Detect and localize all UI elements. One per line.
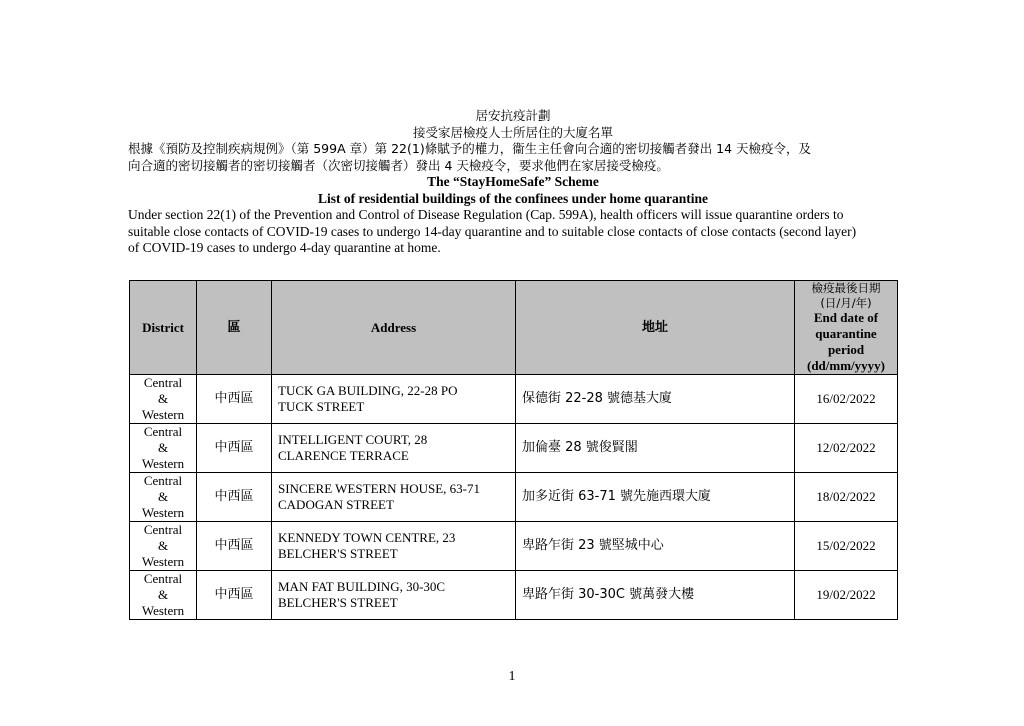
address-line-2: TUCK STREET — [278, 399, 365, 414]
district-zh-cell: 中西區 — [197, 424, 272, 473]
district-line-3: Western — [141, 407, 185, 422]
table-row — [130, 571, 898, 620]
district-line-3: Western — [141, 505, 185, 520]
end-date-en-line-3: period — [827, 342, 865, 357]
district-line-2: & — [157, 440, 169, 455]
table-row — [130, 522, 898, 571]
address-line-2: CLARENCE TERRACE — [278, 448, 409, 463]
district-line-2: & — [157, 489, 169, 504]
address-line-2: BELCHER'S STREET — [278, 546, 398, 561]
district-cell — [130, 473, 197, 522]
en-title-scheme: The “StayHomeSafe” Scheme — [427, 174, 599, 189]
en-paragraph-line-1: Under section 22(1) of the Prevention and Control of Disease Regulation (Cap. 599A), health officers will issue quarantine orders to — [128, 207, 844, 222]
column-header-district-zh: 區 — [197, 281, 272, 375]
zh-title-scheme: 居安抗疫計劃 — [475, 108, 551, 123]
end-date-zh-line-2: (日/月/年) — [820, 295, 872, 310]
table-row — [130, 473, 898, 522]
page-number: 1 — [508, 669, 516, 684]
address-zh-cell: 卑路乍街 30-30C 號萬發大樓 — [516, 571, 795, 620]
address-line-1: TUCK GA BUILDING, 22-28 PO — [278, 383, 458, 398]
address-cell — [272, 571, 516, 620]
column-header-address: Address — [272, 281, 516, 375]
en-paragraph-line-3: of COVID-19 cases to undergo 4-day quarantine at home. — [128, 240, 441, 255]
end-date-cell: 19/02/2022 — [795, 571, 898, 620]
district-line-2: & — [157, 587, 169, 602]
zh-paragraph-line-2: 向合適的密切接觸者的密切接觸者（次密切接觸者）發出 4 天檢疫令，要求他們在家居接受檢疫。 — [128, 157, 669, 173]
district-zh-cell: 中西區 — [197, 571, 272, 620]
end-date-cell: 16/02/2022 — [795, 375, 898, 424]
end-date-en-line-4: (dd/mm/yyyy) — [807, 358, 885, 373]
address-line-1: INTELLIGENT COURT, 28 — [278, 432, 428, 447]
district-line-3: Western — [141, 554, 185, 569]
address-line-1: KENNEDY TOWN CENTRE, 23 — [278, 530, 456, 545]
district-cell — [130, 375, 197, 424]
district-line-1: Central — [143, 571, 183, 586]
district-zh-cell: 中西區 — [197, 522, 272, 571]
address-cell — [272, 375, 516, 424]
table-row — [130, 424, 898, 473]
district-line-1: Central — [143, 375, 183, 390]
column-header-end-date — [795, 281, 898, 375]
address-line-2: CADOGAN STREET — [278, 497, 394, 512]
address-zh-cell: 加多近街 63-71 號先施西環大廈 — [516, 473, 795, 522]
district-zh-cell: 中西區 — [197, 375, 272, 424]
address-zh-cell: 加倫臺 28 號俊賢閣 — [516, 424, 795, 473]
end-date-en-line-1: End date of — [813, 310, 879, 325]
district-cell — [130, 522, 197, 571]
en-title-list: List of residential buildings of the confinees under home quarantine — [318, 190, 708, 206]
district-line-3: Western — [141, 603, 185, 618]
end-date-zh-line-1: 檢疫最後日期 — [811, 281, 881, 295]
district-line-1: Central — [143, 473, 183, 488]
end-date-en-line-2: quarantine — [815, 326, 877, 341]
table-header-row — [130, 281, 898, 375]
district-cell — [130, 571, 197, 620]
address-cell — [272, 522, 516, 571]
district-line-1: Central — [143, 522, 183, 537]
end-date-cell: 12/02/2022 — [795, 424, 898, 473]
district-line-2: & — [157, 391, 169, 406]
district-zh-cell: 中西區 — [197, 473, 272, 522]
end-date-cell: 18/02/2022 — [795, 473, 898, 522]
address-line-2: BELCHER'S STREET — [278, 595, 398, 610]
address-cell — [272, 424, 516, 473]
table-row — [130, 375, 898, 424]
address-cell — [272, 473, 516, 522]
en-paragraph-line-2: suitable close contacts of COVID-19 cases to undergo 14-day quarantine and to suitable close contacts of close contacts (second layer) — [128, 223, 857, 239]
address-zh-cell: 保德街 22-28 號德基大廈 — [516, 375, 795, 424]
document-header — [128, 108, 898, 257]
district-cell — [130, 424, 197, 473]
column-header-district: District — [130, 281, 197, 375]
address-line-1: MAN FAT BUILDING, 30-30C — [278, 579, 446, 594]
district-line-2: & — [157, 538, 169, 553]
end-date-cell: 15/02/2022 — [795, 522, 898, 571]
buildings-table — [129, 280, 898, 620]
district-line-1: Central — [143, 424, 183, 439]
address-zh-cell: 卑路乍街 23 號堅城中心 — [516, 522, 795, 571]
column-header-address-zh: 地址 — [516, 281, 795, 375]
address-line-1: SINCERE WESTERN HOUSE, 63-71 — [278, 481, 480, 496]
district-line-3: Western — [141, 456, 185, 471]
zh-paragraph-line-1: 根據《預防及控制疾病規例》（第 599A 章）第 22(1)條賦予的權力，衞生主任會向合適的密切接觸者發出 14 天檢疫令，及 — [128, 141, 812, 156]
zh-title-list: 接受家居檢疫人士所居住的大廈名單 — [412, 124, 613, 140]
